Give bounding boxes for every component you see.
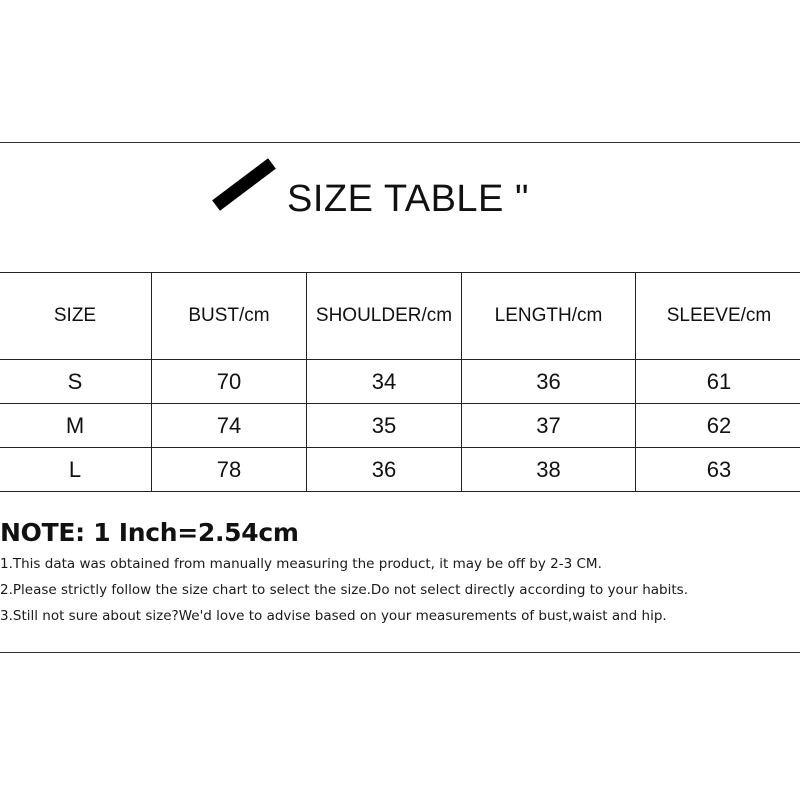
note-heading: NOTE: 1 Inch=2.54cm: [0, 518, 299, 547]
top-divider: [0, 142, 800, 143]
cell-size: S: [0, 360, 152, 404]
cell-sleeve: 62: [636, 404, 800, 448]
cell-size: M: [0, 404, 152, 448]
note-line: 3.Still not sure about size?We'd love to advise based on your measurements of bust,waist and hip.: [0, 608, 667, 624]
cell-length: 37: [462, 404, 636, 448]
cell-shoulder: 36: [307, 448, 462, 492]
table-row: [0, 360, 800, 404]
header-bust: BUST/cm: [152, 273, 307, 360]
cell-sleeve: 61: [636, 360, 800, 404]
page-title: SIZE TABLE ": [287, 178, 529, 220]
bottom-divider: [0, 652, 800, 653]
table-header-row: [0, 273, 800, 360]
header-shoulder: SHOULDER/cm: [307, 273, 462, 360]
header-length: LENGTH/cm: [462, 273, 636, 360]
cell-size: L: [0, 448, 152, 492]
table-row: [0, 404, 800, 448]
cell-length: 36: [462, 360, 636, 404]
cell-sleeve: 63: [636, 448, 800, 492]
cell-length: 38: [462, 448, 636, 492]
note-line: 2.Please strictly follow the size chart to select the size.Do not select directly according to your habits.: [0, 582, 688, 598]
cell-shoulder: 34: [307, 360, 462, 404]
table-row: [0, 448, 800, 492]
note-list: [0, 556, 688, 634]
note-line: 1.This data was obtained from manually measuring the product, it may be off by 2-3 CM.: [0, 556, 602, 572]
cell-shoulder: 35: [307, 404, 462, 448]
header-size: SIZE: [0, 273, 152, 360]
header-sleeve: SLEEVE/cm: [636, 273, 800, 360]
cell-bust: 74: [152, 404, 307, 448]
cell-bust: 70: [152, 360, 307, 404]
slash-mark-icon: [212, 158, 276, 211]
size-table: [0, 272, 800, 492]
cell-bust: 78: [152, 448, 307, 492]
